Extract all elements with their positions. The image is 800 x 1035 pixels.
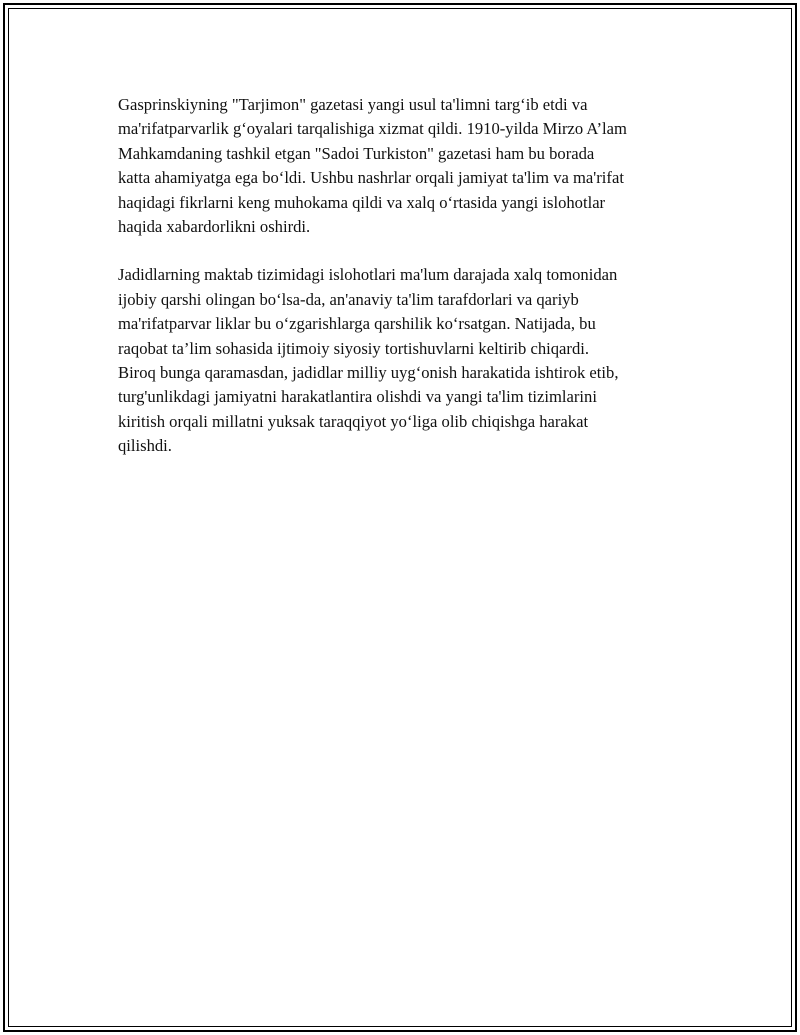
- text-line: ma'rifatparvarlik g‘oyalari tarqalishiga xizmat qildi. 1910-yilda Mirzo A’lam: [118, 119, 627, 139]
- text-line: haqidagi fikrlarni keng muhokama qildi va xalq o‘rtasida yangi islohotlar: [118, 192, 606, 212]
- text-line: haqida xabardorlikni oshirdi.: [118, 217, 311, 237]
- text-line: raqobat ta’lim sohasida ijtimoiy siyosiy tortishuvlarni keltirib chiqardi.: [118, 338, 590, 358]
- text-line: ma'rifatparvar liklar bu o‘zgarishlarga qarshilik ko‘rsatgan. Natijada, bu: [118, 314, 596, 334]
- text-line: turg'unlikdagi jamiyatni harakatlantira olishdi va yangi ta'lim tizimlarini: [118, 387, 597, 407]
- text-line: Mahkamdaning tashkil etgan "Sadoi Turkiston" gazetasi ham bu borada: [118, 143, 595, 163]
- document-body: [118, 93, 693, 483]
- paragraph-2: [118, 263, 693, 458]
- text-line: kiritish orqali millatni yuksak taraqqiyot yo‘liga olib chiqishga harakat: [118, 411, 589, 431]
- text-line: ijobiy qarshi olingan bo‘lsa-da, an'anaviy ta'lim tarafdorlari va qariyb: [118, 289, 579, 309]
- text-line: Jadidlarning maktab tizimidagi islohotlari ma'lum darajada xalq tomonidan: [118, 265, 618, 285]
- text-line: Biroq bunga qaramasdan, jadidlar milliy uyg‘onish harakatida ishtirok etib,: [118, 363, 619, 383]
- text-line: katta ahamiyatga ega bo‘ldi. Ushbu nashrlar orqali jamiyat ta'lim va ma'rifat: [118, 168, 624, 188]
- paragraph-1: [118, 93, 693, 239]
- text-line: qilishdi.: [118, 436, 172, 456]
- text-line: Gasprinskiyning "Tarjimon" gazetasi yangi usul ta'limni targ‘ib etdi va: [118, 95, 588, 114]
